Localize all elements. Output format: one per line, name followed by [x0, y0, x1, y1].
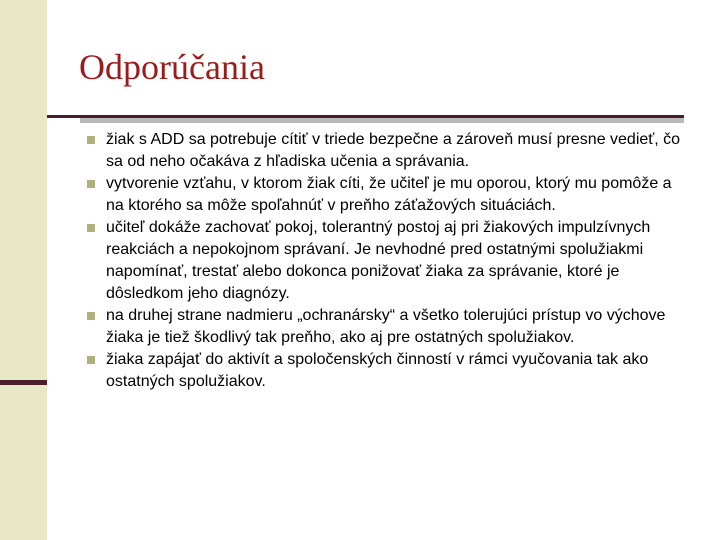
square-bullet-icon: [87, 312, 95, 320]
bullet-list: [87, 129, 687, 393]
slide-title: Odporúčania: [79, 47, 265, 87]
bullet-item: [87, 129, 687, 173]
square-bullet-icon: [87, 224, 95, 232]
bullet-text: na druhej strane nadmieru „ochranársky“ a všetko tolerujúci prístup vo výchove žiaka je tiež škodlivý tak preňho, ako aj pre ostatných spolužiakov.: [106, 307, 666, 346]
square-bullet-icon: [87, 136, 95, 144]
bullet-item: [87, 305, 687, 349]
bullet-item: [87, 349, 687, 393]
bullet-item: [87, 173, 687, 217]
bullet-text: žiak s ADD sa potrebuje cítiť v triede bezpečne a zároveň musí presne vedieť, čo sa od neho očakáva z hľadiska učenia a správania.: [106, 131, 681, 170]
bullet-text: vytvorenie vzťahu, v ktorom žiak cíti, že učiteľ je mu oporou, ktorý mu pomôže a na ktorého sa môže spoľahnúť v preňho záťažových situáciách.: [106, 175, 672, 214]
title-divider-shadow: [80, 118, 684, 123]
left-decorative-band: [0, 0, 47, 540]
bullet-item: [87, 217, 687, 305]
left-accent-bar: [0, 380, 47, 385]
square-bullet-icon: [87, 180, 95, 188]
bullet-text: žiaka zapájať do aktivít a spoločenských činností v rámci vyučovania tak ako ostatných spolužiakov.: [106, 351, 649, 390]
square-bullet-icon: [87, 356, 95, 364]
bullet-text: učiteľ dokáže zachovať pokoj, tolerantný postoj aj pri žiakových impulzívnych reakciách a nepokojnom správaní. Je nevhodné pred ostatnými spolužiakmi napomínať, trestať alebo dokonca ponižovať žiaka za správanie, ktoré je dôsledkom jeho diagnózy.: [106, 219, 651, 302]
